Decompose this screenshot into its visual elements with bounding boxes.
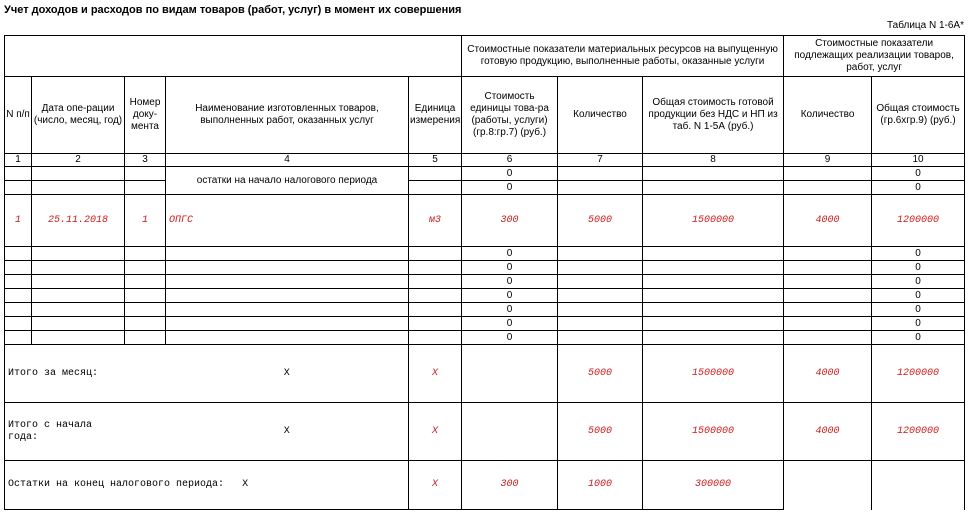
colnum: 5	[409, 154, 462, 167]
table-row	[5, 275, 965, 289]
table-row	[5, 167, 965, 181]
cell-value: 0	[872, 247, 965, 261]
year-total-sale-total: 1200000	[872, 403, 965, 461]
closing-row	[5, 461, 965, 510]
header-col10: Общая стоимость (гр.6хгр.9) (руб.)	[872, 77, 965, 154]
closing-unit-price: 300	[462, 461, 558, 510]
entry-qty: 5000	[558, 195, 643, 247]
month-total-sale-total: 1200000	[872, 345, 965, 403]
table-row	[5, 317, 965, 331]
closing-unit: Х	[409, 461, 462, 510]
header-col1: N п/п	[5, 77, 32, 154]
colnum: 4	[166, 154, 409, 167]
entry-num: 1	[5, 195, 32, 247]
cell-value: 0	[462, 275, 558, 289]
year-total-total: 1500000	[643, 403, 784, 461]
year-total-label-line1: Итого с начала	[8, 419, 93, 431]
cell-value: 0	[872, 275, 965, 289]
page-title: Учет доходов и расходов по видам товаров (работ, услуг) в момент их совершения	[4, 4, 462, 16]
column-number-row	[5, 154, 965, 167]
cell-value: 0	[872, 303, 965, 317]
header-col6: Стоимость единицы това-ра (работы, услуги) (гр.8:гр.7) (руб.)	[462, 77, 558, 154]
cell-value: 0	[462, 289, 558, 303]
year-total-x: Х	[166, 403, 409, 461]
header-row	[5, 77, 965, 154]
cell-value: 0	[462, 303, 558, 317]
cell-value: 0	[462, 167, 558, 181]
year-total-label-line2: года:	[8, 431, 39, 443]
header-col8: Общая стоимость готовой продукции без НДС и НП из таб. N 1-5А (руб.)	[643, 77, 784, 154]
colnum: 3	[125, 154, 166, 167]
colnum: 1	[5, 154, 32, 167]
table-row	[5, 289, 965, 303]
month-total-label: Итого за месяц:	[5, 345, 166, 403]
cell-value: 0	[872, 289, 965, 303]
entry-row	[5, 195, 965, 247]
table-row	[5, 247, 965, 261]
cell-value: 0	[462, 247, 558, 261]
cell-value: 0	[872, 261, 965, 275]
income-expense-table	[4, 35, 965, 510]
header-col5: Единица измерения	[409, 77, 462, 154]
header-col7: Количество	[558, 77, 643, 154]
cell-value: 0	[462, 317, 558, 331]
table-row	[5, 181, 965, 195]
closing-x: Х	[242, 479, 249, 490]
cell-value: 0	[872, 317, 965, 331]
closing-label	[5, 461, 409, 510]
table-number: Таблица N 1-6А*	[886, 20, 964, 31]
entry-doc: 1	[125, 195, 166, 247]
cell-value: 0	[872, 167, 965, 181]
header-col2: Дата опе-рации (число, месяц, год)	[32, 77, 125, 154]
table-row	[5, 303, 965, 317]
month-total-total: 1500000	[643, 345, 784, 403]
header-col4: Наименование изготовленных товаров, выполненных работ, оказанных услуг	[166, 77, 409, 154]
header-group-row	[5, 36, 965, 77]
header-col9: Количество	[784, 77, 872, 154]
month-total-unit: Х	[409, 345, 462, 403]
entry-unit: м3	[409, 195, 462, 247]
cell-value: 0	[462, 181, 558, 195]
entry-sale-total: 1200000	[872, 195, 965, 247]
entry-name: ОПГС	[166, 195, 409, 247]
year-total-label	[5, 403, 166, 461]
entry-sale-qty: 4000	[784, 195, 872, 247]
entry-unit-price: 300	[462, 195, 558, 247]
table-row	[5, 261, 965, 275]
cell-value: 0	[872, 181, 965, 195]
closing-qty: 1000	[558, 461, 643, 510]
month-total-sale-qty: 4000	[784, 345, 872, 403]
month-total-qty: 5000	[558, 345, 643, 403]
colnum: 10	[872, 154, 965, 167]
cell-value: 0	[462, 261, 558, 275]
month-total-x: Х	[166, 345, 409, 403]
header-group-sales: Стоимостные показатели подлежащих реализации товаров, работ, услуг	[784, 36, 965, 77]
colnum: 8	[643, 154, 784, 167]
entry-total: 1500000	[643, 195, 784, 247]
closing-label-text: Остатки на конец налогового периода:	[8, 479, 225, 490]
colnum: 6	[462, 154, 558, 167]
opening-label: остатки на начало налогового периода	[166, 167, 409, 195]
year-total-row	[5, 403, 965, 461]
header-col3: Номер доку-мента	[125, 77, 166, 154]
header-group-materials: Стоимостные показатели материальных ресурсов на выпущенную готовую продукцию, выполненные работы, оказанные услуги	[462, 36, 784, 77]
year-total-sale-qty: 4000	[784, 403, 872, 461]
colnum: 9	[784, 154, 872, 167]
year-total-unit: Х	[409, 403, 462, 461]
cell-value: 0	[872, 331, 965, 345]
month-total-row	[5, 345, 965, 403]
colnum: 2	[32, 154, 125, 167]
cell-value: 0	[462, 331, 558, 345]
entry-date: 25.11.2018	[32, 195, 125, 247]
colnum: 7	[558, 154, 643, 167]
table-row	[5, 331, 965, 345]
closing-total: 300000	[643, 461, 784, 510]
year-total-qty: 5000	[558, 403, 643, 461]
